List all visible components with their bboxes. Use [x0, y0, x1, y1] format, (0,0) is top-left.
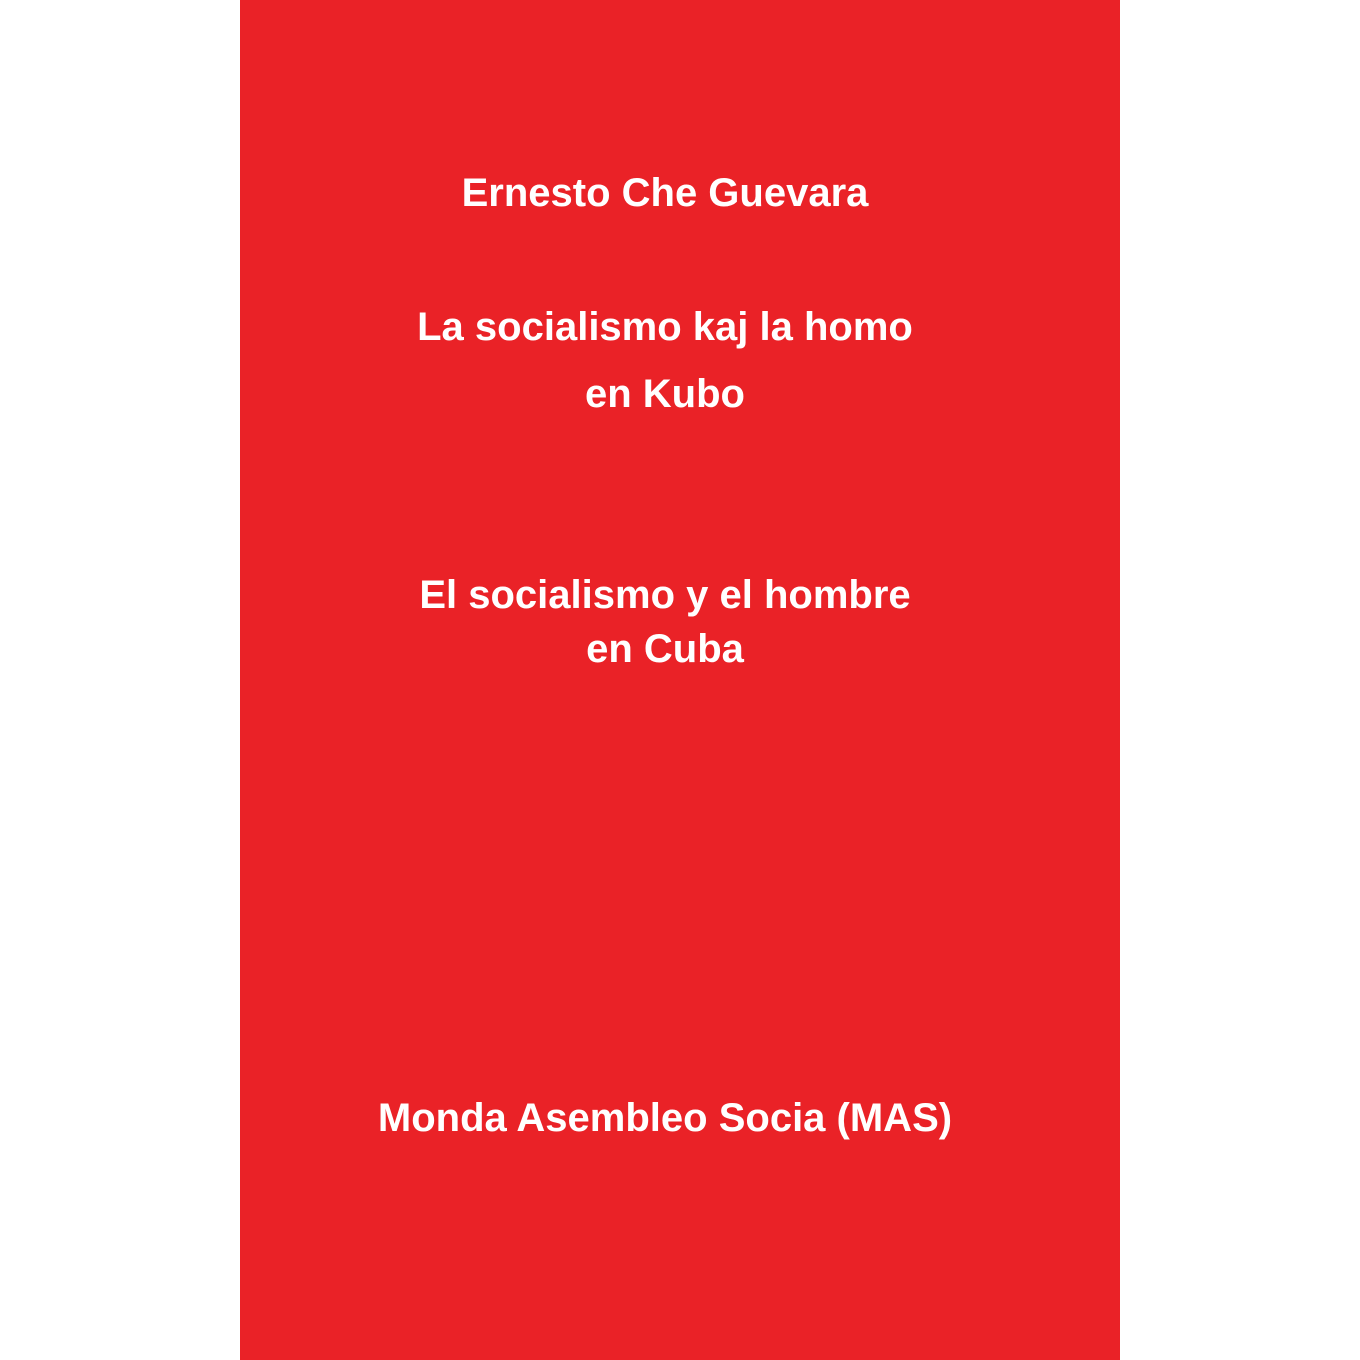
publisher-name: Monda Asembleo Socia (MAS) — [377, 1096, 953, 1140]
title-spanish-line-1: El socialismo y el hombre — [419, 573, 911, 617]
title-spanish-line-2: en Cuba — [586, 627, 744, 671]
author-name: Ernesto Che Guevara — [461, 171, 869, 215]
title-esperanto-line-1: La socialismo kaj la homo — [417, 305, 913, 349]
book-cover — [240, 0, 1120, 1360]
title-esperanto-line-2: en Kubo — [585, 372, 745, 416]
